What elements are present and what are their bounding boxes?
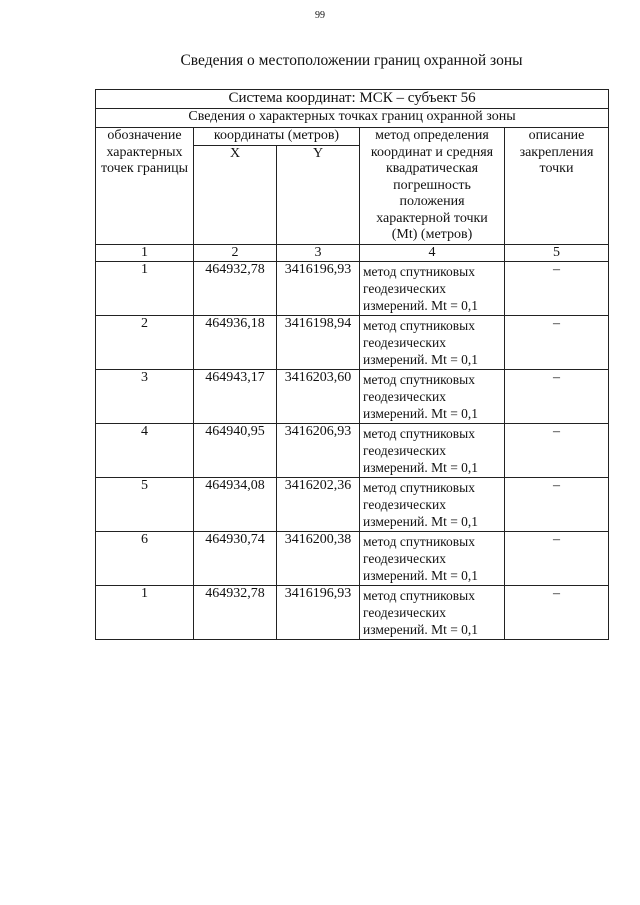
- column-number: 4: [360, 244, 505, 262]
- column-number: 5: [505, 244, 609, 262]
- header-y: Y: [277, 146, 360, 244]
- section-caption-row: [96, 109, 609, 128]
- point-cell: 4: [96, 424, 194, 478]
- y-coordinate-cell: 3416200,38: [277, 532, 360, 586]
- header-x: X: [194, 146, 277, 244]
- column-number: 2: [194, 244, 277, 262]
- table-row: [96, 424, 609, 478]
- y-coordinate-cell: 3416203,60: [277, 370, 360, 424]
- column-number: 3: [277, 244, 360, 262]
- point-cell: 5: [96, 478, 194, 532]
- point-cell: 1: [96, 586, 194, 640]
- method-cell: метод спутниковых геодезических измерений. Mt = 0,1: [360, 316, 505, 370]
- x-coordinate-cell: 464932,78: [194, 262, 277, 316]
- coordinate-system-caption: Система координат: МСК – субъект 56: [96, 90, 609, 109]
- column-number: 1: [96, 244, 194, 262]
- point-cell: 6: [96, 532, 194, 586]
- header-row: [96, 128, 609, 146]
- x-coordinate-cell: 464934,08: [194, 478, 277, 532]
- description-cell: –: [505, 586, 609, 640]
- table-row: [96, 478, 609, 532]
- table-row: [96, 316, 609, 370]
- table-row: [96, 262, 609, 316]
- x-coordinate-cell: 464936,18: [194, 316, 277, 370]
- method-cell: метод спутниковых геодезических измерений. Mt = 0,1: [360, 586, 505, 640]
- header-description: описание закрепления точки: [505, 128, 609, 245]
- description-cell: –: [505, 424, 609, 478]
- header-method: метод определения координат и средняя квадратическая погрешность положения характерной точки (Mt) (метров): [360, 128, 505, 245]
- table-row: [96, 532, 609, 586]
- description-cell: –: [505, 532, 609, 586]
- method-cell: метод спутниковых геодезических измерений. Mt = 0,1: [360, 478, 505, 532]
- description-cell: –: [505, 478, 609, 532]
- page-number: 99: [315, 10, 325, 21]
- column-number-row: [96, 244, 609, 262]
- description-cell: –: [505, 370, 609, 424]
- y-coordinate-cell: 3416206,93: [277, 424, 360, 478]
- x-coordinate-cell: 464930,74: [194, 532, 277, 586]
- method-cell: метод спутниковых геодезических измерений. Mt = 0,1: [360, 532, 505, 586]
- description-cell: –: [505, 316, 609, 370]
- table-row: [96, 586, 609, 640]
- x-coordinate-cell: 464932,78: [194, 586, 277, 640]
- section-caption: Сведения о характерных точках границ охранной зоны: [96, 109, 609, 128]
- coordinates-table: [95, 89, 609, 640]
- header-point: обозначение характерных точек границы: [96, 128, 194, 245]
- x-coordinate-cell: 464940,95: [194, 424, 277, 478]
- description-cell: –: [505, 262, 609, 316]
- method-cell: метод спутниковых геодезических измерений. Mt = 0,1: [360, 370, 505, 424]
- method-cell: метод спутниковых геодезических измерений. Mt = 0,1: [360, 424, 505, 478]
- y-coordinate-cell: 3416202,36: [277, 478, 360, 532]
- point-cell: 1: [96, 262, 194, 316]
- header-coords: координаты (метров): [194, 128, 360, 146]
- point-cell: 2: [96, 316, 194, 370]
- y-coordinate-cell: 3416198,94: [277, 316, 360, 370]
- table-row: [96, 370, 609, 424]
- method-cell: метод спутниковых геодезических измерений. Mt = 0,1: [360, 262, 505, 316]
- y-coordinate-cell: 3416196,93: [277, 262, 360, 316]
- point-cell: 3: [96, 370, 194, 424]
- document-title: Сведения о местоположении границ охранной зоны: [180, 52, 523, 69]
- y-coordinate-cell: 3416196,93: [277, 586, 360, 640]
- system-caption-row: [96, 90, 609, 109]
- x-coordinate-cell: 464943,17: [194, 370, 277, 424]
